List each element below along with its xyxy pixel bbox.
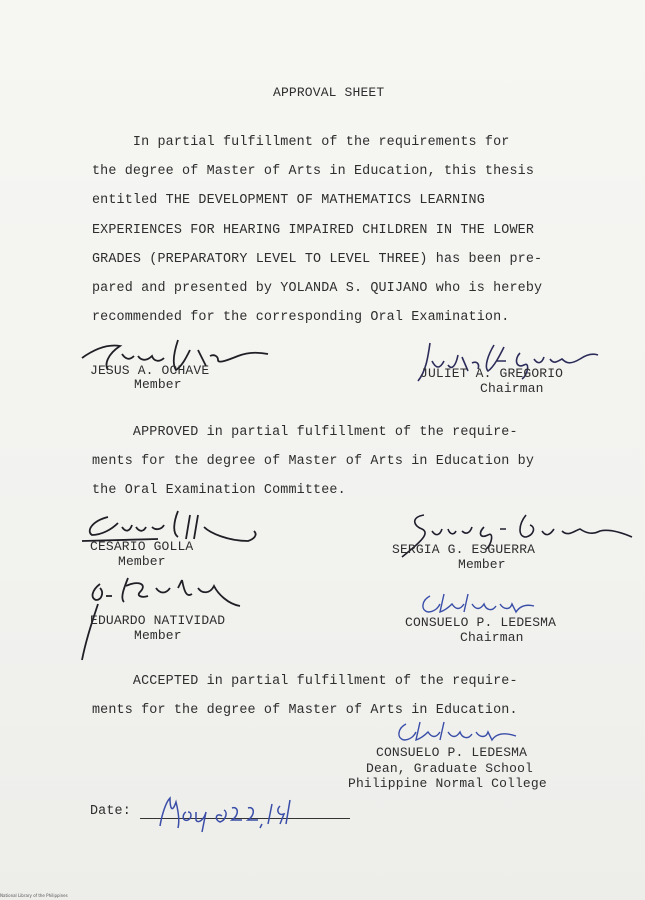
paragraph-line: ments for the degree of Master of Arts in Education.	[92, 703, 518, 719]
paragraph-line: In partial fulfillment of the requirements for	[92, 135, 510, 150]
signatory-name: CONSUELO P. LEDESMA	[405, 615, 557, 630]
recommendation-paragraph	[92, 128, 542, 332]
signatory-name: SERGIA G. ESGUERRA	[392, 542, 536, 557]
paragraph-line: ments for the degree of Master of Arts in Education by	[92, 454, 535, 470]
paragraph-line: GRADES (PREPARATORY LEVEL TO LEVEL THREE) has been pre-	[92, 251, 543, 267]
approval-paragraph	[92, 418, 534, 506]
paragraph-line: APPROVED in partial fulfillment of the require-	[92, 425, 518, 440]
paragraph-line: ACCEPTED in partial fulfillment of the require-	[92, 674, 518, 689]
signatory-role: Member	[118, 554, 166, 569]
dean-title: Dean, Graduate School	[366, 761, 533, 776]
date-label: Date:	[90, 804, 131, 819]
paragraph-line: the Oral Examination Committee.	[92, 483, 346, 499]
paragraph-line: EXPERIENCES FOR HEARING IMPAIRED CHILDREN IN THE LOWER	[92, 222, 535, 238]
signatory-name: JULIET A. GREGORIO	[420, 366, 564, 381]
signatory-role: Member	[134, 377, 182, 392]
dean-name: CONSUELO P. LEDESMA	[376, 745, 528, 760]
dean-institution: Philippine Normal College	[348, 776, 547, 791]
date-handwritten	[150, 790, 300, 836]
signatory-name: JESUS A. OCHAVE	[90, 363, 210, 378]
paragraph-line: the degree of Master of Arts in Education, this thesis	[92, 164, 535, 180]
signatory-role: Chairman	[480, 381, 544, 396]
signatory-role: Member	[134, 628, 182, 643]
signature-ledesma-dean	[392, 718, 532, 748]
signatory-name: EDUARDO NATIVIDAD	[90, 613, 226, 628]
paragraph-line: entitled THE DEVELOPMENT OF MATHEMATICS LEARNING	[92, 193, 485, 209]
page-title: APPROVAL SHEET	[273, 85, 385, 100]
signatory-role: Chairman	[460, 630, 524, 645]
signatory-name: CESARIO GOLLA	[90, 539, 194, 554]
archive-footer: National Library of the Philippines	[0, 893, 68, 898]
acceptance-paragraph	[92, 667, 518, 725]
paragraph-line: recommended for the corresponding Oral Examination.	[92, 310, 510, 326]
signatory-role: Member	[458, 557, 506, 572]
paragraph-line: pared and presented by YOLANDA S. QUIJANO who is hereby	[92, 281, 543, 297]
